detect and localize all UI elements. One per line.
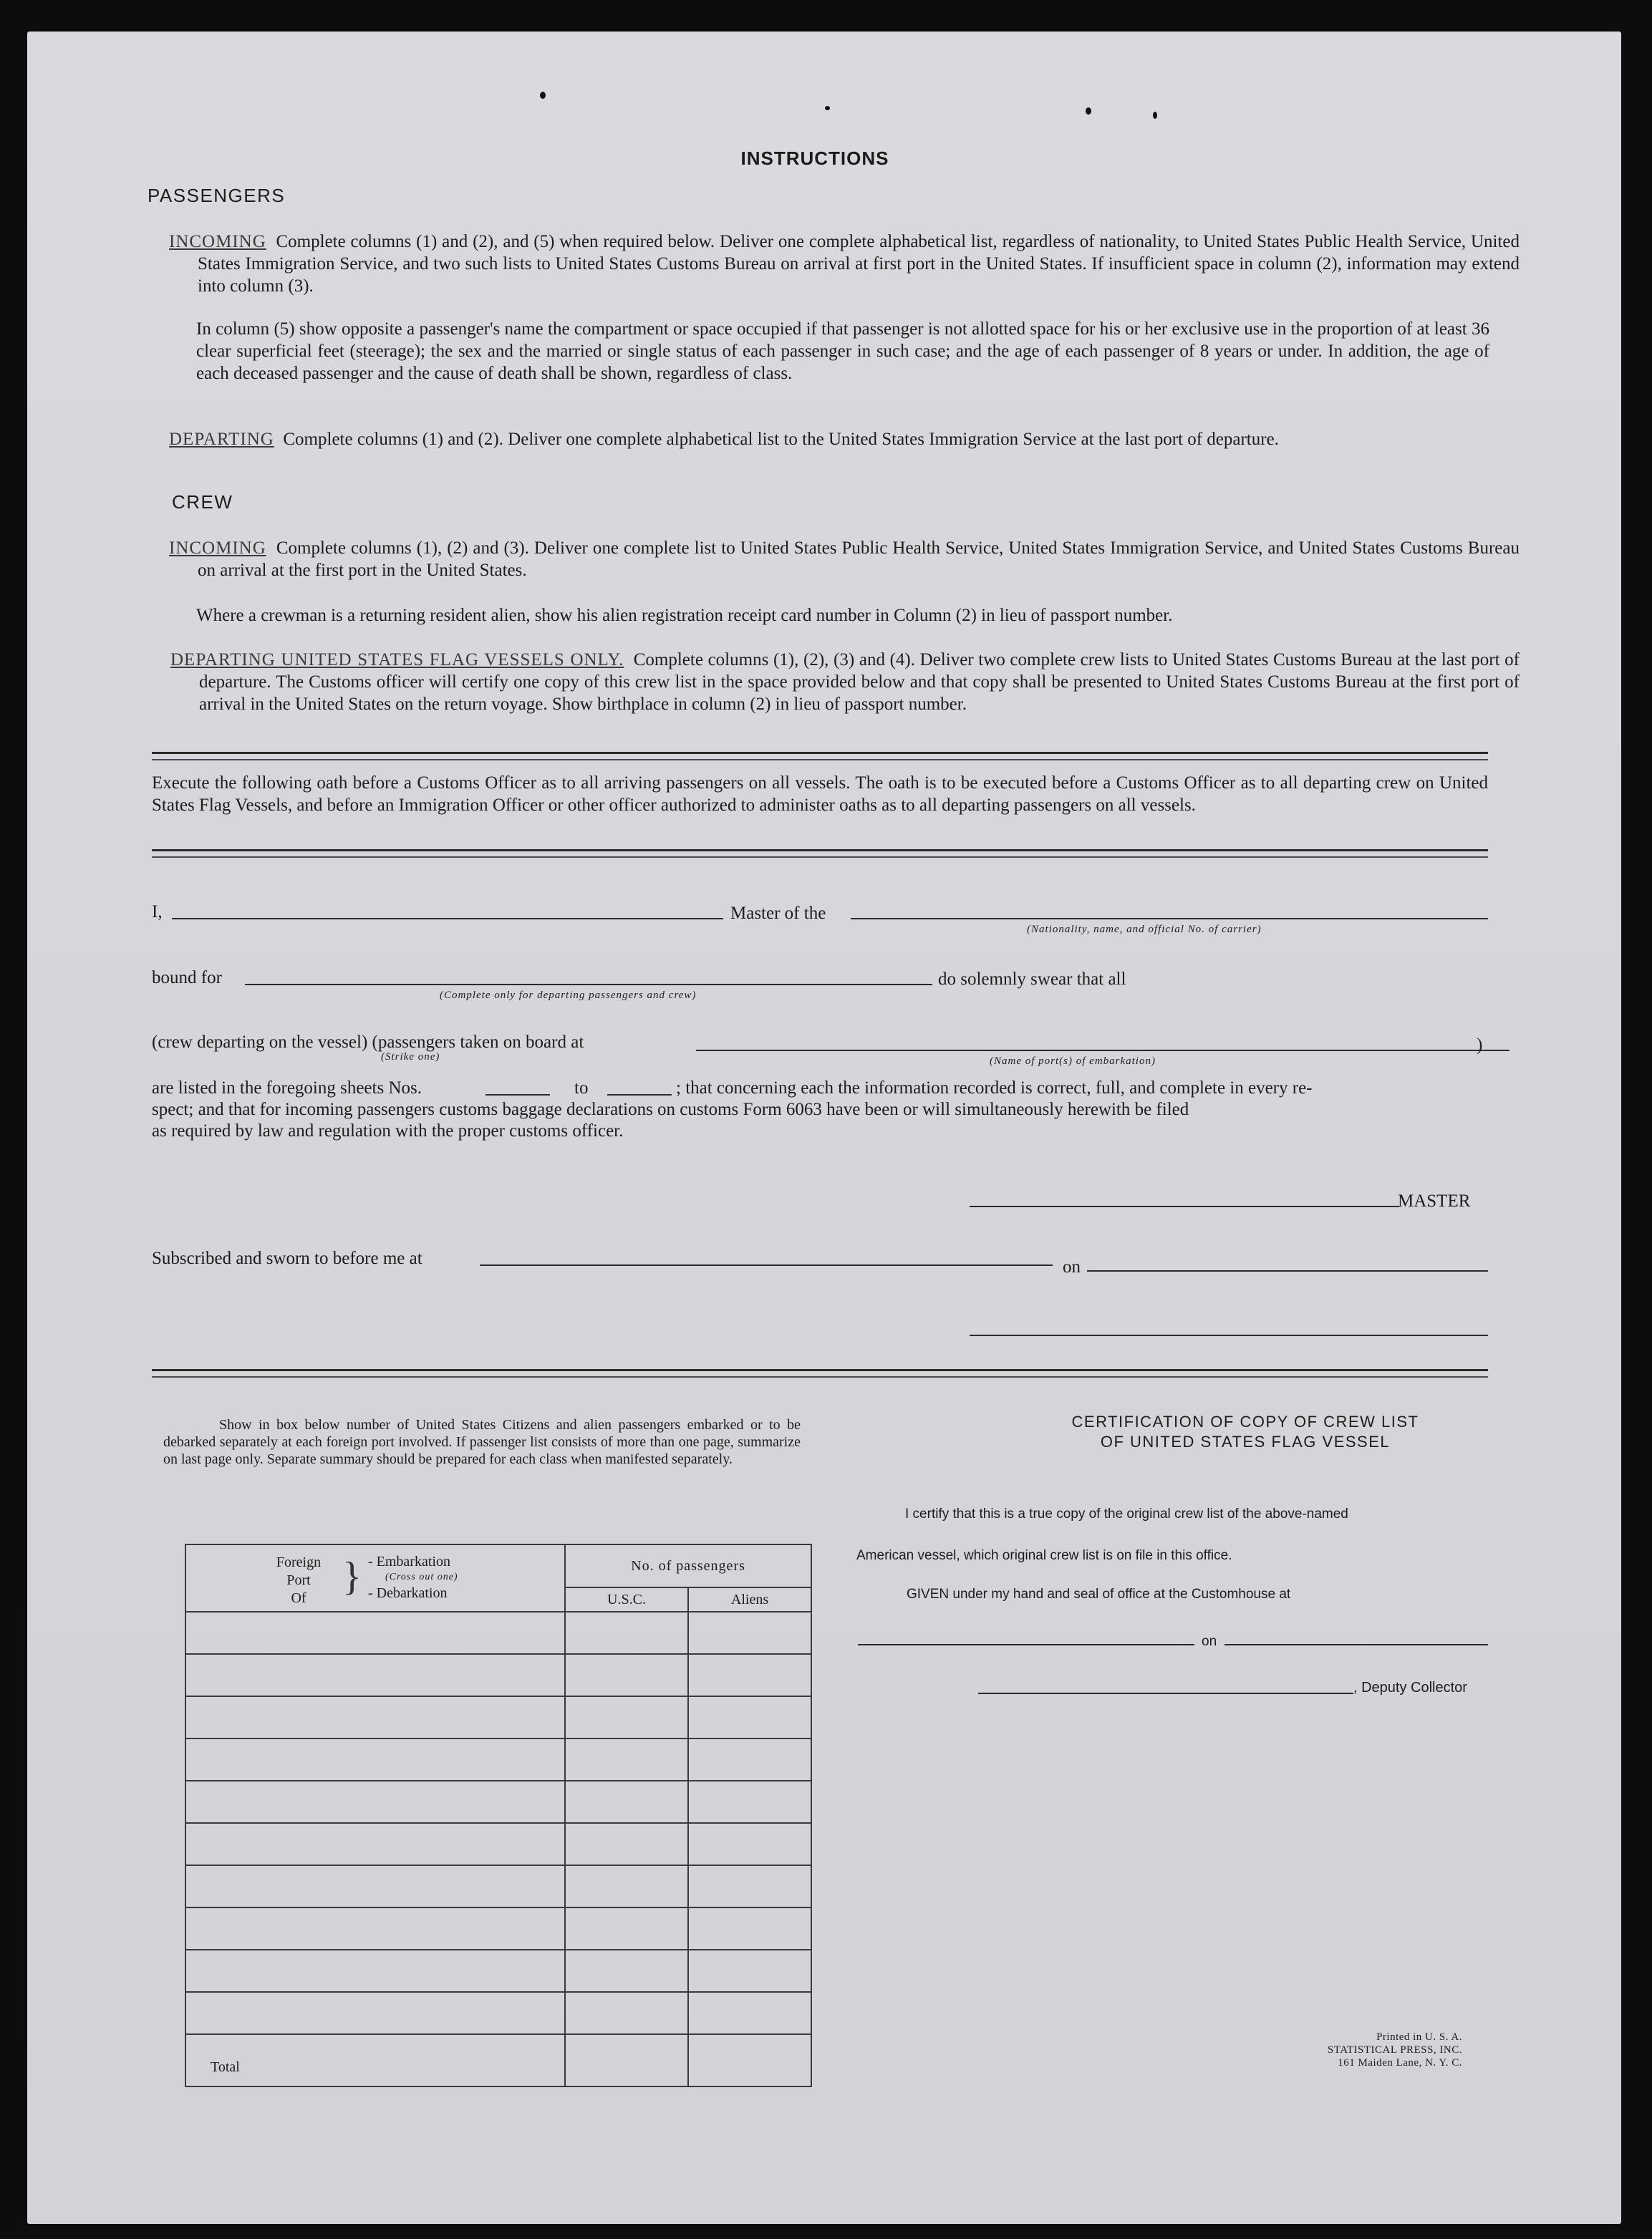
- listed-line-2: spect; and that for incoming passengers customs baggage declarations on customs Form 6063 have been or will simultaneously herewith be filed: [152, 1100, 1189, 1119]
- carrier-field[interactable]: [851, 918, 1488, 919]
- certification-title: [955, 1412, 1535, 1452]
- passengers-departing-label: DEPARTING: [169, 430, 274, 449]
- port-cell[interactable]: [185, 1781, 565, 1823]
- aliens-cell[interactable]: [688, 1950, 811, 1992]
- aliens-cell[interactable]: [688, 1612, 811, 1654]
- summary-instructions: Show in box below number of United States Citizens and alien passengers embarked or to be debarked separately at each foreign port involved. If passenger list consists of more than one page, summarize on last page only. Separate summary should be prepared for each class when manifested separately.: [163, 1417, 801, 1467]
- passengers-departing-instruction: [169, 428, 1520, 450]
- usc-cell[interactable]: [565, 1992, 688, 2034]
- embarkation-option[interactable]: - Embarkation: [368, 1554, 450, 1570]
- printer-imprint: [1247, 2031, 1462, 2069]
- form-page: [27, 32, 1621, 2224]
- section-divider: [152, 849, 1488, 858]
- foreign-label: Foreign: [276, 1554, 322, 1570]
- port-cell[interactable]: [185, 1612, 565, 1654]
- cross-out-caption: (Cross out one): [385, 1572, 458, 1582]
- usc-header: U.S.C.: [565, 1587, 688, 1612]
- ink-speck: [1086, 107, 1091, 115]
- master-label: MASTER: [1398, 1191, 1471, 1211]
- crew-departing-label: DEPARTING UNITED STATES FLAG VESSELS ONLY.: [170, 650, 624, 669]
- passengers-incoming-text: Complete columns (1) and (2), and (5) when required below. Deliver one complete alphabetical list, regardless of nationality, to United States Public Health Service, United States Immigration Service, and two such lists to United States Customs Bureau on arrival at first port in the United States. If insufficient space in column (2), information may extend into column (3).: [198, 232, 1520, 296]
- aliens-total-cell[interactable]: [688, 2034, 811, 2086]
- passengers-heading: PASSENGERS: [148, 185, 286, 206]
- port-cell[interactable]: [185, 1992, 565, 2034]
- certify-line-2: American vessel, which original crew list is on file in this office.: [856, 1548, 1232, 1563]
- certify-date-field[interactable]: [1224, 1644, 1488, 1645]
- listed-prefix: are listed in the foregoing sheets Nos.: [152, 1078, 422, 1098]
- aliens-cell[interactable]: [688, 1781, 811, 1823]
- sheet-to-field[interactable]: [607, 1094, 672, 1096]
- listed-line-3: as required by law and regulation with the proper customs officer.: [152, 1121, 624, 1141]
- usc-cell[interactable]: [565, 1612, 688, 1654]
- port-cell[interactable]: [185, 1865, 565, 1907]
- resident-alien-instruction: Where a crewman is a returning resident alien, show his alien registration receipt card number in Column (2) in lieu of passport number.: [196, 606, 1173, 625]
- crew-departing-text: Complete columns (1), (2), (3) and (4). Deliver two complete crew lists to United States Customs Bureau at the last port of departure. The Customs officer will certify one copy of this crew list in the space provided below and that copy shall be presented to United States Customs Bureau at the first port of arrival in the United States on the return voyage. Show birthplace in column (2) in lieu of passport number.: [199, 650, 1520, 714]
- usc-cell[interactable]: [565, 1865, 688, 1907]
- embarkation-port-caption: (Name of port(s) of embarkation): [990, 1055, 1156, 1067]
- aliens-cell[interactable]: [688, 1823, 811, 1865]
- crew-departing-instruction: [170, 649, 1520, 715]
- total-label: Total: [185, 2034, 565, 2086]
- sworn-on-label: on: [1063, 1257, 1081, 1277]
- embarkation-port-field[interactable]: [696, 1050, 1509, 1051]
- master-name-field[interactable]: [172, 918, 723, 919]
- ink-speck: [540, 92, 546, 99]
- strike-one-caption: (Strike one): [381, 1051, 440, 1063]
- passengers-departing-text: Complete columns (1) and (2). Deliver one complete alphabetical list to the United States Immigration Service at the last port of departure.: [283, 430, 1279, 449]
- instructions-heading: INSTRUCTIONS: [740, 148, 889, 169]
- passengers-incoming-instruction: [169, 231, 1520, 297]
- deputy-signature-field[interactable]: [978, 1693, 1353, 1694]
- passenger-summary-table: [185, 1544, 812, 2087]
- certify-line-1: I certify that this is a true copy of the original crew list of the above-named: [905, 1507, 1348, 1522]
- brace-icon: }: [342, 1554, 362, 1599]
- usc-cell[interactable]: [565, 1781, 688, 1823]
- aliens-cell[interactable]: [688, 1739, 811, 1781]
- port-label: Port: [286, 1572, 311, 1588]
- aliens-cell[interactable]: [688, 1907, 811, 1950]
- sworn-date-field[interactable]: [1087, 1270, 1488, 1272]
- crew-incoming-instruction: [169, 537, 1520, 581]
- crew-heading: CREW: [172, 491, 233, 513]
- port-cell[interactable]: [185, 1907, 565, 1950]
- aliens-cell[interactable]: [688, 1992, 811, 2034]
- certify-line-3: GIVEN under my hand and seal of office at the Customhouse at: [907, 1587, 1291, 1602]
- aliens-cell[interactable]: [688, 1865, 811, 1907]
- ink-speck: [825, 106, 830, 110]
- section-divider: [152, 1369, 1488, 1378]
- sheet-from-field[interactable]: [486, 1094, 550, 1096]
- officer-signature-field[interactable]: [970, 1335, 1488, 1336]
- to-label: to: [574, 1078, 589, 1098]
- aliens-cell[interactable]: [688, 1654, 811, 1696]
- crew-departing-option: [152, 1031, 584, 1053]
- passengers-taken-label: (passengers taken on board at: [372, 1033, 584, 1052]
- carrier-caption: (Nationality, name, and official No. of carrier): [1027, 924, 1262, 935]
- foreign-port-header: [185, 1544, 565, 1612]
- aliens-cell[interactable]: [688, 1696, 811, 1739]
- no-passengers-header: No. of passengers: [565, 1544, 811, 1587]
- usc-total-cell[interactable]: [565, 2034, 688, 2086]
- subscribed-label: Subscribed and sworn to before me at: [152, 1249, 422, 1268]
- port-cell[interactable]: [185, 1654, 565, 1696]
- crew-incoming-label: INCOMING: [169, 538, 266, 558]
- usc-cell[interactable]: [565, 1907, 688, 1950]
- passengers-incoming-label: INCOMING: [169, 232, 266, 251]
- listed-suffix: ; that concerning each the information recorded is correct, full, and complete in every re-: [676, 1078, 1313, 1098]
- usc-cell[interactable]: [565, 1950, 688, 1992]
- master-signature-field[interactable]: [970, 1206, 1399, 1207]
- certification-title-line1: CERTIFICATION OF COPY OF CREW LIST: [1071, 1413, 1419, 1431]
- customhouse-field[interactable]: [858, 1644, 1194, 1645]
- oath-instruction: Execute the following oath before a Customs Officer as to all arriving passengers on all vessels. The oath is to be executed before a Customs Officer as to all departing crew on United States Flag Vessels, and before an Immigration Officer or other officer authorized to administer oaths as to all departing passengers on all vessels.: [152, 773, 1488, 815]
- bound-for-field[interactable]: [245, 984, 932, 985]
- debarkation-option[interactable]: - Debarkation: [368, 1585, 448, 1601]
- crew-departing-strike-label: (crew departing on the vessel): [152, 1033, 368, 1052]
- ink-speck: [1153, 112, 1157, 119]
- usc-cell[interactable]: [565, 1654, 688, 1696]
- deputy-collector-label: , Deputy Collector: [1353, 1680, 1467, 1696]
- master-of-label: Master of the: [730, 904, 826, 923]
- certification-title-line2: OF UNITED STATES FLAG VESSEL: [1100, 1433, 1391, 1451]
- swear-label: do solemnly swear that all: [938, 969, 1126, 989]
- oath-i-label: I,: [152, 902, 163, 922]
- port-cell[interactable]: [185, 1823, 565, 1865]
- aliens-header: Aliens: [688, 1587, 811, 1612]
- port-cell[interactable]: [185, 1950, 565, 1992]
- printer-line-1: Printed in U. S. A.: [1376, 2031, 1462, 2043]
- crew-incoming-text: Complete columns (1), (2) and (3). Deliver one complete list to United States Public Health Service, United States Immigration Service, and United States Customs Bureau on arrival at the first port in the United States.: [198, 538, 1520, 580]
- of-label: Of: [291, 1590, 306, 1606]
- port-cell[interactable]: [185, 1739, 565, 1781]
- printer-line-3: 161 Maiden Lane, N. Y. C.: [1338, 2057, 1462, 2069]
- printer-line-2: STATISTICAL PRESS, INC.: [1327, 2044, 1462, 2056]
- column5-instruction: In column (5) show opposite a passenger's name the compartment or space occupied if that passenger is not allotted space for his or her exclusive use in the proportion of at least 36 clear superficial feet (steerage); the sex and the married or single status of each passenger in such case; and the age of each passenger of 8 years or under. In addition, the age of each deceased passenger and the cause of death shall be shown, regardless of class.: [196, 319, 1489, 383]
- usc-cell[interactable]: [565, 1696, 688, 1739]
- closing-paren: ): [1477, 1035, 1483, 1055]
- usc-cell[interactable]: [565, 1739, 688, 1781]
- section-divider: [152, 752, 1488, 760]
- bound-for-label: bound for: [152, 968, 222, 987]
- usc-cell[interactable]: [565, 1823, 688, 1865]
- certify-on-label: on: [1202, 1634, 1217, 1649]
- port-cell[interactable]: [185, 1696, 565, 1739]
- sworn-place-field[interactable]: [480, 1264, 1053, 1266]
- bound-for-caption: (Complete only for departing passengers and crew): [440, 990, 697, 1001]
